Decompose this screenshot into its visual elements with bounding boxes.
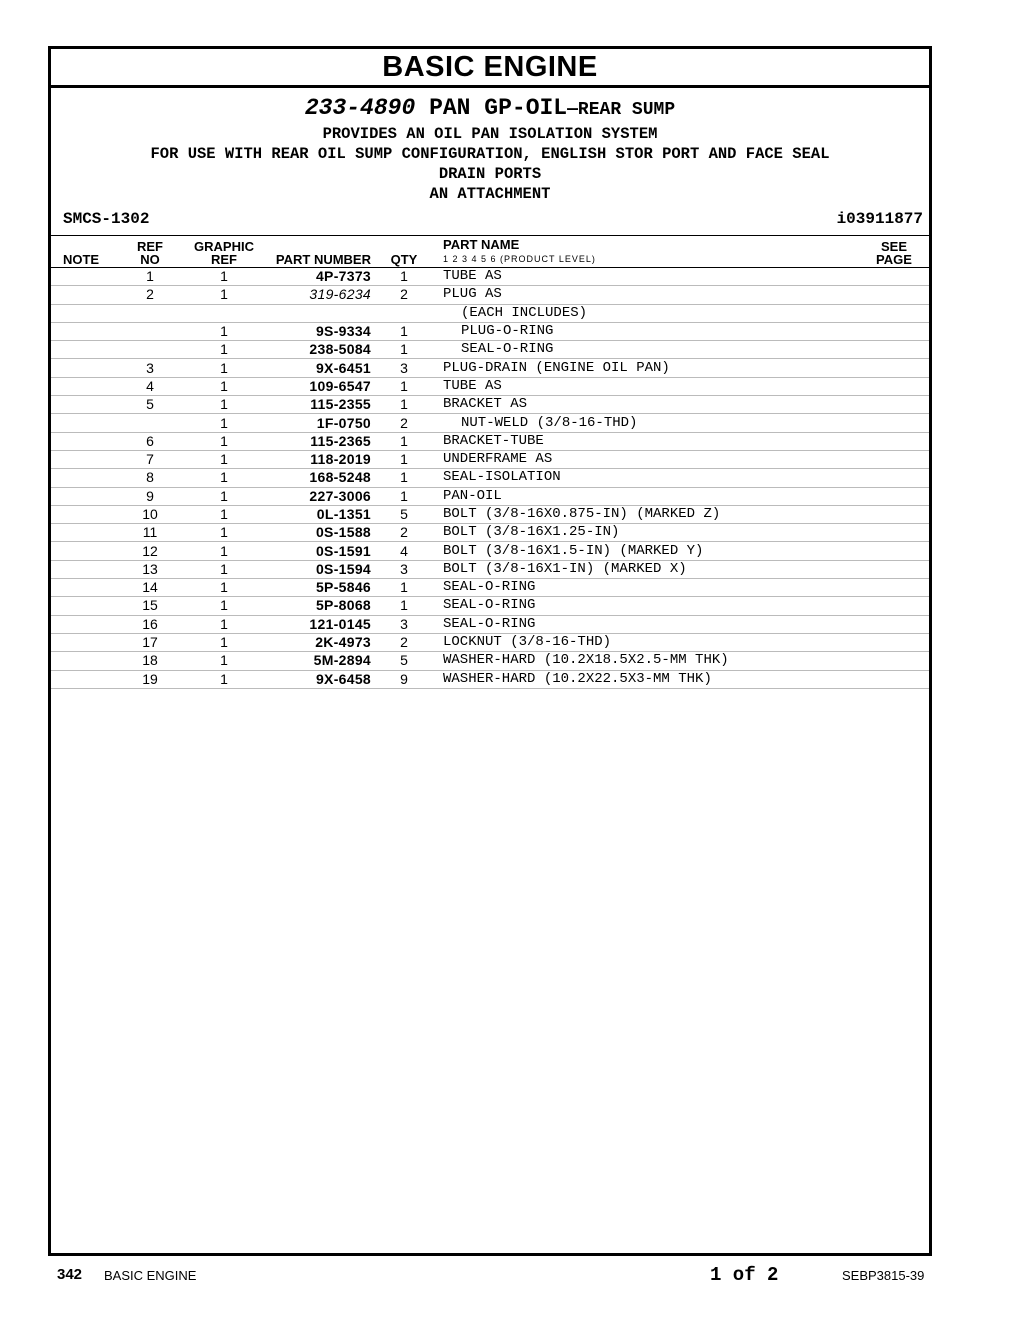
cell-graphic-ref: 1 bbox=[189, 359, 259, 377]
table-row bbox=[51, 304, 929, 322]
cell-graphic-ref bbox=[189, 304, 259, 322]
table-row bbox=[51, 542, 929, 560]
cell-part-name: WASHER-HARD (10.2X22.5X3-MM THK) bbox=[437, 670, 859, 688]
group-header bbox=[51, 88, 929, 204]
group-description-3: DRAIN PORTS bbox=[438, 165, 542, 183]
cell-part-number: 5P-8068 bbox=[259, 597, 371, 615]
cell-note bbox=[51, 560, 111, 578]
col-part-name: PART NAME 1 2 3 4 5 6 (PRODUCT LEVEL) bbox=[437, 236, 859, 268]
cell-qty: 3 bbox=[371, 359, 437, 377]
cell-note bbox=[51, 304, 111, 322]
cell-part-number: 168-5248 bbox=[259, 469, 371, 487]
cell-graphic-ref: 1 bbox=[189, 268, 259, 286]
cell-note bbox=[51, 268, 111, 286]
illustration-id: i03911877 bbox=[836, 210, 923, 228]
cell-part-number: 9X-6451 bbox=[259, 359, 371, 377]
table-row bbox=[51, 377, 929, 395]
cell-part-number: 121-0145 bbox=[259, 615, 371, 633]
page-footer bbox=[0, 1264, 1020, 1288]
cell-graphic-ref: 1 bbox=[189, 652, 259, 670]
cell-part-name: SEAL-ISOLATION bbox=[437, 469, 859, 487]
cell-graphic-ref: 1 bbox=[189, 487, 259, 505]
col-graphic-ref: GRAPHIC REF bbox=[189, 236, 259, 268]
cell-part-number: 5P-5846 bbox=[259, 579, 371, 597]
col-qty: QTY bbox=[371, 236, 437, 268]
cell-graphic-ref: 1 bbox=[189, 560, 259, 578]
cell-part-name: BRACKET-TUBE bbox=[437, 432, 859, 450]
cell-qty: 3 bbox=[371, 615, 437, 633]
cell-ref-no: 8 bbox=[111, 469, 189, 487]
cell-part-number: 9S-9334 bbox=[259, 322, 371, 340]
cell-part-number: 2K-4973 bbox=[259, 633, 371, 651]
group-description-4: AN ATTACHMENT bbox=[429, 185, 551, 203]
cell-part-number: 109-6547 bbox=[259, 377, 371, 395]
smcs-code: SMCS-1302 bbox=[63, 210, 150, 228]
cell-qty bbox=[371, 304, 437, 322]
cell-graphic-ref: 1 bbox=[189, 432, 259, 450]
smcs-row bbox=[51, 204, 929, 232]
cell-part-name: SEAL-O-RING bbox=[437, 579, 859, 597]
cell-qty: 5 bbox=[371, 505, 437, 523]
cell-ref-no: 17 bbox=[111, 633, 189, 651]
cell-note bbox=[51, 633, 111, 651]
cell-graphic-ref: 1 bbox=[189, 505, 259, 523]
cell-qty: 2 bbox=[371, 633, 437, 651]
cell-part-name: BOLT (3/8-16X1.25-IN) bbox=[437, 524, 859, 542]
group-title bbox=[51, 94, 929, 124]
cell-part-name: PLUG AS bbox=[437, 286, 859, 304]
group-description-2: FOR USE WITH REAR OIL SUMP CONFIGURATION, ENGLISH STOR PORT AND FACE SEAL bbox=[150, 145, 830, 163]
product-levels: 1 2 3 4 5 6 (PRODUCT LEVEL) bbox=[443, 254, 596, 264]
cell-part-number: 1F-0750 bbox=[259, 414, 371, 432]
cell-qty: 1 bbox=[371, 396, 437, 414]
cell-see-page bbox=[859, 377, 929, 395]
cell-note bbox=[51, 487, 111, 505]
cell-graphic-ref: 1 bbox=[189, 341, 259, 359]
cell-note bbox=[51, 432, 111, 450]
cell-part-number: 9X-6458 bbox=[259, 670, 371, 688]
table-row bbox=[51, 286, 929, 304]
cell-see-page bbox=[859, 322, 929, 340]
cell-part-name: WASHER-HARD (10.2X18.5X2.5-MM THK) bbox=[437, 652, 859, 670]
cell-qty: 9 bbox=[371, 670, 437, 688]
cell-qty: 4 bbox=[371, 542, 437, 560]
cell-graphic-ref: 1 bbox=[189, 579, 259, 597]
parts-table bbox=[51, 235, 929, 689]
cell-part-name: BRACKET AS bbox=[437, 396, 859, 414]
cell-ref-no: 19 bbox=[111, 670, 189, 688]
cell-qty: 1 bbox=[371, 469, 437, 487]
cell-graphic-ref: 1 bbox=[189, 286, 259, 304]
cell-graphic-ref: 1 bbox=[189, 542, 259, 560]
cell-part-name: NUT-WELD (3/8-16-THD) bbox=[437, 414, 859, 432]
cell-note bbox=[51, 286, 111, 304]
cell-qty: 1 bbox=[371, 597, 437, 615]
group-name: PAN GP-OIL bbox=[429, 95, 568, 121]
table-row bbox=[51, 560, 929, 578]
page-frame bbox=[48, 46, 932, 1256]
cell-note bbox=[51, 524, 111, 542]
cell-part-number: 5M-2894 bbox=[259, 652, 371, 670]
cell-graphic-ref: 1 bbox=[189, 322, 259, 340]
cell-see-page bbox=[859, 286, 929, 304]
footer-page-of: 1 of 2 bbox=[710, 1264, 779, 1286]
cell-note bbox=[51, 341, 111, 359]
table-row bbox=[51, 469, 929, 487]
cell-see-page bbox=[859, 579, 929, 597]
cell-qty: 3 bbox=[371, 560, 437, 578]
table-row bbox=[51, 450, 929, 468]
col-note: NOTE bbox=[51, 236, 111, 268]
cell-ref-no: 15 bbox=[111, 597, 189, 615]
cell-ref-no: 2 bbox=[111, 286, 189, 304]
cell-note bbox=[51, 377, 111, 395]
cell-see-page bbox=[859, 396, 929, 414]
cell-see-page bbox=[859, 505, 929, 523]
cell-part-name: SEAL-O-RING bbox=[437, 615, 859, 633]
table-row bbox=[51, 414, 929, 432]
cell-ref-no: 9 bbox=[111, 487, 189, 505]
cell-graphic-ref: 1 bbox=[189, 670, 259, 688]
cell-note bbox=[51, 414, 111, 432]
cell-see-page bbox=[859, 670, 929, 688]
cell-note bbox=[51, 469, 111, 487]
cell-note bbox=[51, 652, 111, 670]
table-row bbox=[51, 359, 929, 377]
cell-qty: 2 bbox=[371, 414, 437, 432]
cell-ref-no: 1 bbox=[111, 268, 189, 286]
cell-qty: 2 bbox=[371, 524, 437, 542]
table-row bbox=[51, 432, 929, 450]
cell-qty: 5 bbox=[371, 652, 437, 670]
cell-qty: 1 bbox=[371, 450, 437, 468]
cell-part-number: 0S-1594 bbox=[259, 560, 371, 578]
cell-see-page bbox=[859, 597, 929, 615]
cell-part-number: 0S-1588 bbox=[259, 524, 371, 542]
table-row bbox=[51, 268, 929, 286]
cell-part-number: 4P-7373 bbox=[259, 268, 371, 286]
cell-part-name: BOLT (3/8-16X1-IN) (MARKED X) bbox=[437, 560, 859, 578]
table-row bbox=[51, 322, 929, 340]
cell-part-number: 115-2365 bbox=[259, 432, 371, 450]
cell-qty: 2 bbox=[371, 286, 437, 304]
cell-qty: 1 bbox=[371, 432, 437, 450]
cell-ref-no: 3 bbox=[111, 359, 189, 377]
cell-part-name: BOLT (3/8-16X1.5-IN) (MARKED Y) bbox=[437, 542, 859, 560]
cell-ref-no: 13 bbox=[111, 560, 189, 578]
table-row bbox=[51, 524, 929, 542]
cell-see-page bbox=[859, 432, 929, 450]
cell-part-name: UNDERFRAME AS bbox=[437, 450, 859, 468]
cell-graphic-ref: 1 bbox=[189, 450, 259, 468]
col-ref-no: REF NO bbox=[111, 236, 189, 268]
cell-note bbox=[51, 359, 111, 377]
table-row bbox=[51, 670, 929, 688]
cell-graphic-ref: 1 bbox=[189, 633, 259, 651]
cell-graphic-ref: 1 bbox=[189, 615, 259, 633]
cell-note bbox=[51, 615, 111, 633]
cell-see-page bbox=[859, 469, 929, 487]
col-part-number: PART NUMBER bbox=[259, 236, 371, 268]
cell-see-page bbox=[859, 359, 929, 377]
cell-qty: 1 bbox=[371, 377, 437, 395]
cell-ref-no: 4 bbox=[111, 377, 189, 395]
col-see-page: SEE PAGE bbox=[859, 236, 929, 268]
cell-qty: 1 bbox=[371, 579, 437, 597]
table-row bbox=[51, 396, 929, 414]
cell-see-page bbox=[859, 652, 929, 670]
cell-qty: 1 bbox=[371, 487, 437, 505]
cell-note bbox=[51, 579, 111, 597]
cell-part-number: 238-5084 bbox=[259, 341, 371, 359]
cell-note bbox=[51, 322, 111, 340]
cell-qty: 1 bbox=[371, 268, 437, 286]
cell-part-name: PAN-OIL bbox=[437, 487, 859, 505]
cell-graphic-ref: 1 bbox=[189, 524, 259, 542]
cell-part-name: SEAL-O-RING bbox=[437, 597, 859, 615]
section-title: BASIC ENGINE bbox=[51, 49, 929, 88]
cell-graphic-ref: 1 bbox=[189, 597, 259, 615]
table-row bbox=[51, 505, 929, 523]
cell-note bbox=[51, 542, 111, 560]
cell-part-name: BOLT (3/8-16X0.875-IN) (MARKED Z) bbox=[437, 505, 859, 523]
cell-ref-no: 10 bbox=[111, 505, 189, 523]
cell-ref-no bbox=[111, 341, 189, 359]
cell-part-name: PLUG-DRAIN (ENGINE OIL PAN) bbox=[437, 359, 859, 377]
table-row bbox=[51, 615, 929, 633]
cell-graphic-ref: 1 bbox=[189, 469, 259, 487]
cell-see-page bbox=[859, 633, 929, 651]
cell-qty: 1 bbox=[371, 322, 437, 340]
cell-part-number: 319-6234 bbox=[259, 286, 371, 304]
cell-note bbox=[51, 670, 111, 688]
cell-part-number bbox=[259, 304, 371, 322]
cell-part-number: 118-2019 bbox=[259, 450, 371, 468]
cell-ref-no: 12 bbox=[111, 542, 189, 560]
cell-graphic-ref: 1 bbox=[189, 396, 259, 414]
cell-note bbox=[51, 450, 111, 468]
cell-see-page bbox=[859, 487, 929, 505]
group-description-1: PROVIDES AN OIL PAN ISOLATION SYSTEM bbox=[322, 125, 658, 143]
cell-ref-no: 6 bbox=[111, 432, 189, 450]
cell-see-page bbox=[859, 542, 929, 560]
cell-ref-no: 7 bbox=[111, 450, 189, 468]
cell-see-page bbox=[859, 524, 929, 542]
cell-qty: 1 bbox=[371, 341, 437, 359]
cell-note bbox=[51, 597, 111, 615]
cell-see-page bbox=[859, 615, 929, 633]
cell-ref-no bbox=[111, 304, 189, 322]
table-row bbox=[51, 487, 929, 505]
cell-note bbox=[51, 505, 111, 523]
cell-ref-no: 16 bbox=[111, 615, 189, 633]
footer-section: BASIC ENGINE bbox=[104, 1268, 197, 1283]
cell-see-page bbox=[859, 304, 929, 322]
cell-part-number: 227-3006 bbox=[259, 487, 371, 505]
cell-ref-no: 11 bbox=[111, 524, 189, 542]
table-row bbox=[51, 652, 929, 670]
table-header-row bbox=[51, 236, 929, 268]
cell-part-number: 115-2355 bbox=[259, 396, 371, 414]
cell-part-name: TUBE AS bbox=[437, 268, 859, 286]
cell-part-name: SEAL-O-RING bbox=[437, 341, 859, 359]
cell-part-number: 0L-1351 bbox=[259, 505, 371, 523]
cell-graphic-ref: 1 bbox=[189, 377, 259, 395]
cell-part-name: (EACH INCLUDES) bbox=[437, 304, 859, 322]
group-name-sub: —REAR SUMP bbox=[567, 100, 676, 120]
cell-ref-no: 5 bbox=[111, 396, 189, 414]
cell-see-page bbox=[859, 450, 929, 468]
table-row bbox=[51, 341, 929, 359]
cell-see-page bbox=[859, 341, 929, 359]
group-part-number: 233-4890 bbox=[304, 95, 416, 121]
table-row bbox=[51, 597, 929, 615]
table-row bbox=[51, 633, 929, 651]
cell-ref-no: 18 bbox=[111, 652, 189, 670]
cell-graphic-ref: 1 bbox=[189, 414, 259, 432]
cell-ref-no bbox=[111, 414, 189, 432]
cell-see-page bbox=[859, 414, 929, 432]
cell-part-number: 0S-1591 bbox=[259, 542, 371, 560]
table-row bbox=[51, 579, 929, 597]
cell-note bbox=[51, 396, 111, 414]
cell-ref-no bbox=[111, 322, 189, 340]
cell-part-name: LOCKNUT (3/8-16-THD) bbox=[437, 633, 859, 651]
cell-ref-no: 14 bbox=[111, 579, 189, 597]
cell-part-name: TUBE AS bbox=[437, 377, 859, 395]
footer-doc-id: SEBP3815-39 bbox=[842, 1268, 925, 1283]
footer-page-number: 342 bbox=[57, 1266, 83, 1283]
cell-part-name: PLUG-O-RING bbox=[437, 322, 859, 340]
cell-see-page bbox=[859, 268, 929, 286]
cell-see-page bbox=[859, 560, 929, 578]
